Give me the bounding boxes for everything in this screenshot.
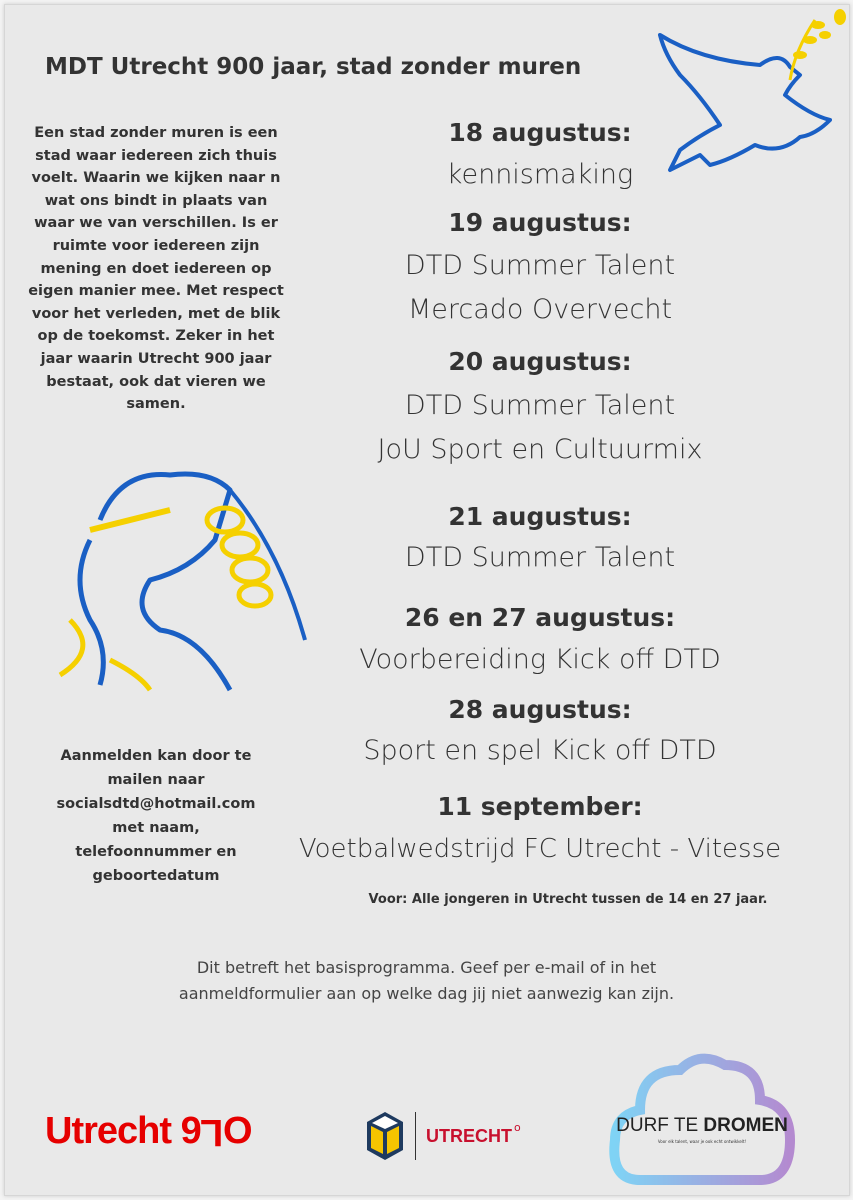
schedule-event: kennismaking <box>446 159 634 190</box>
signup-line: geboortedatum <box>92 868 220 884</box>
utrecht-logo-text: UTRECHT <box>426 1125 512 1146</box>
schedule-event: DTD Summer Talent <box>404 390 676 421</box>
degree-mark: o <box>514 1120 521 1134</box>
schedule-event: DTD Summer Talent <box>404 542 676 573</box>
intro-line: eigen manier mee. Met respect <box>28 283 284 300</box>
durf-tagline: Voor elk talent, waar je ook echt ontwikkelt! <box>657 1139 747 1144</box>
page-title: MDT Utrecht 900 jaar, stad zonder muren <box>45 54 582 80</box>
intro-line: jaar waarin Utrecht 900 jaar <box>40 350 272 367</box>
intro-line: voelt. Waarin we kijken naar n <box>31 170 281 187</box>
intro-line: Een stad zonder muren is een <box>34 125 278 141</box>
audience-text: Voor: Alle jongeren in Utrecht tussen de 14 en 27 jaar. <box>368 892 768 907</box>
signup-line: mailen naar <box>107 772 205 788</box>
logo-divider <box>415 1112 416 1160</box>
intro-line: bestaat, ook dat vieren we <box>46 373 266 390</box>
intro-line: waar we van verschillen. Is er <box>34 215 278 232</box>
dove-icon <box>640 5 850 185</box>
signup-email: socialsdtd@hotmail.com <box>56 796 256 812</box>
schedule-event: Voorbereiding Kick off DTD <box>359 644 721 675</box>
intro-line: voor het verleden, met de blik <box>31 305 281 322</box>
note-line: Dit betreft het basisprogramma. Geef per e-mail of in het <box>196 958 657 977</box>
intro-line: ruimte voor iedereen zijn <box>52 237 260 254</box>
signup-line: Aanmelden kan door te <box>60 748 252 764</box>
signup-line: met naam, <box>112 820 200 836</box>
schedule-event: Mercado Overvecht <box>407 294 673 325</box>
schedule-date: 20 augustus: <box>448 347 632 376</box>
schedule-date: 26 en 27 augustus: <box>404 603 676 632</box>
schedule-date: 18 augustus: <box>448 118 632 147</box>
schedule-date: 21 augustus: <box>448 502 632 531</box>
schedule-date: 19 augustus: <box>448 208 632 237</box>
utrecht-logo <box>365 1110 521 1162</box>
intro-line: op de toekomst. Zeker in het <box>37 328 275 345</box>
intro-line: wat ons bindt in plaats van <box>44 192 268 209</box>
signup-info <box>20 744 292 888</box>
schedule-event: Voetbalwedstrijd FC Utrecht - Vitesse <box>298 834 782 864</box>
intro-line: samen. <box>126 396 186 413</box>
note-line: aanmeldformulier aan op welke dag jij niet aanwezig kan zijn. <box>178 984 675 1003</box>
clasped-hands-icon <box>40 460 310 700</box>
schedule-date: 11 september: <box>437 792 643 821</box>
program-note <box>60 955 793 1007</box>
durf-te-dromen-logo <box>590 1040 805 1190</box>
intro-line: mening en doet iedereen op <box>40 260 272 277</box>
intro-paragraph <box>20 122 292 416</box>
intro-line: stad waar iedereen zich thuis <box>35 147 277 164</box>
schedule-event: JoU Sport en Cultuurmix <box>377 434 703 465</box>
dromen-text: DROMEN <box>703 1115 788 1136</box>
schedule-event: DTD Summer Talent <box>404 250 676 281</box>
utrecht-900-logo: Utrecht 9LO <box>45 1110 252 1153</box>
schedule-date: 28 augustus: <box>448 695 632 724</box>
signup-line: telefoonnummer en <box>75 844 237 860</box>
schedule-event: Sport en spel Kick off DTD <box>363 735 717 766</box>
utrecht-cube-icon <box>365 1110 405 1162</box>
durf-text: DURF TE <box>616 1115 699 1136</box>
